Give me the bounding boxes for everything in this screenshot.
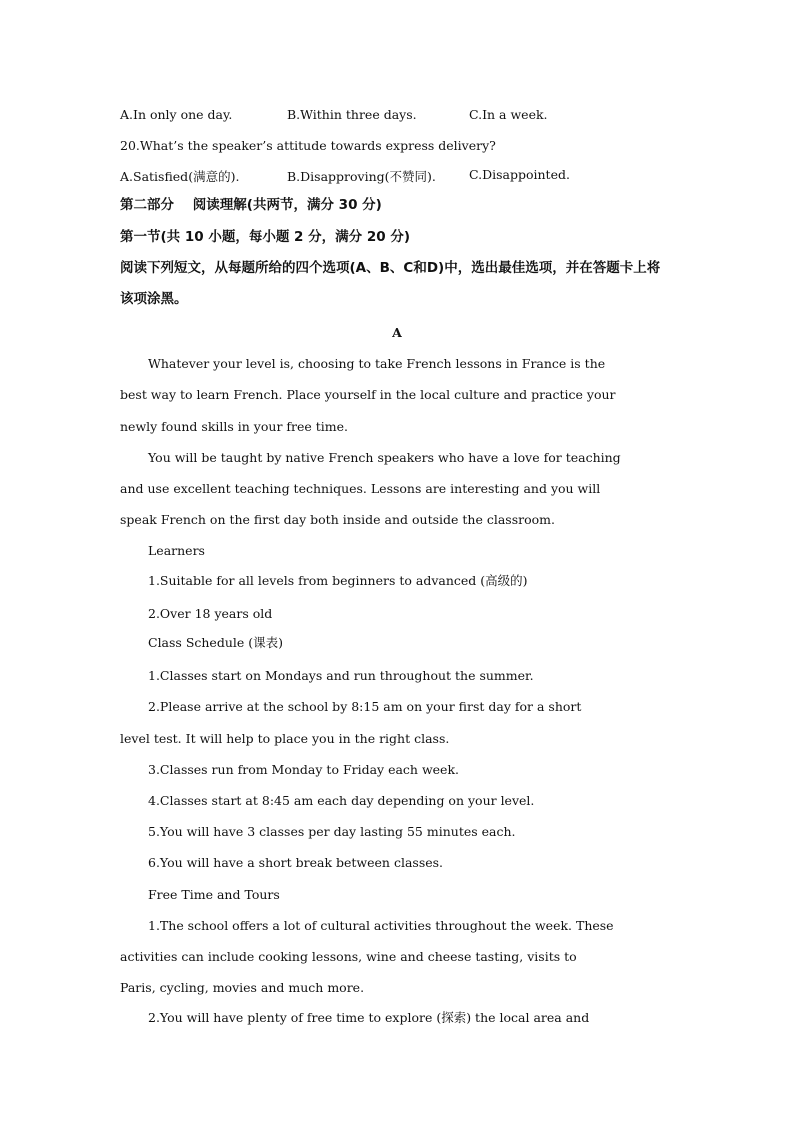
q20-option-a: A.Satisfied(满意的). (120, 169, 240, 184)
passage-line: speak French on the first day both inside and outside the classroom. (120, 512, 555, 527)
q20-option-c: C.Disappointed. (469, 167, 570, 182)
section-heading-learners: Learners (148, 543, 205, 558)
list-item: 2.Over 18 years old (148, 606, 273, 621)
passage-label: A (392, 325, 402, 340)
list-item-continuation: level test. It will help to place you in the right class. (120, 731, 450, 746)
list-item-continuation: activities can include cooking lessons, wine and cheese tasting, visits to (120, 949, 577, 964)
q19-option-b: B.Within three days. (287, 107, 417, 122)
q20-question: 20.What’s the speaker’s attitude towards express delivery? (120, 138, 496, 153)
q20-option-b: B.Disapproving(不赞同). (287, 169, 436, 184)
list-item-continuation: Paris, cycling, movies and much more. (120, 980, 365, 995)
part2-heading: 第二部分 阅读理解(共两节，满分 30 分) (120, 197, 382, 213)
list-item: 4.Classes start at 8:45 am each day depending on your level. (148, 793, 535, 808)
q19-option-a: A.In only one day. (120, 107, 233, 122)
section-heading-free-time: Free Time and Tours (148, 887, 280, 902)
list-item: 6.You will have a short break between classes. (148, 855, 444, 870)
section-heading-class-schedule: Class Schedule (课表) (148, 635, 284, 650)
passage-line: best way to learn French. Place yourself in the local culture and practice your (120, 387, 616, 402)
list-item: 5.You will have 3 classes per day lasting 55 minutes each. (148, 824, 516, 839)
q19-option-c: C.In a week. (469, 107, 548, 122)
passage-line: Whatever your level is, choosing to take French lessons in France is the (148, 356, 606, 371)
list-item: 2.Please arrive at the school by 8:15 am on your first day for a short (148, 699, 582, 714)
list-item: 1.The school offers a lot of cultural activities throughout the week. These (148, 918, 614, 933)
passage-line: You will be taught by native French speakers who have a love for teaching (148, 450, 621, 465)
section1-heading: 第一节(共 10 小题，每小题 2 分，满分 20 分) (120, 229, 411, 245)
instructions-line-1: 阅读下列短文，从每题所给的四个选项(A、B、C和D)中，选出最佳选项，并在答题卡上将 (120, 260, 661, 276)
list-item: 1.Suitable for all levels from beginners to advanced (高级的) (148, 573, 528, 588)
list-item: 2.You will have plenty of free time to explore (探索) the local area and (148, 1010, 590, 1025)
list-item: 3.Classes run from Monday to Friday each week. (148, 762, 459, 777)
passage-line: and use excellent teaching techniques. Lessons are interesting and you will (120, 481, 601, 496)
instructions-line-2: 该项涂黑。 (120, 291, 188, 307)
passage-line: newly found skills in your free time. (120, 419, 349, 434)
list-item: 1.Classes start on Mondays and run throughout the summer. (148, 668, 534, 683)
